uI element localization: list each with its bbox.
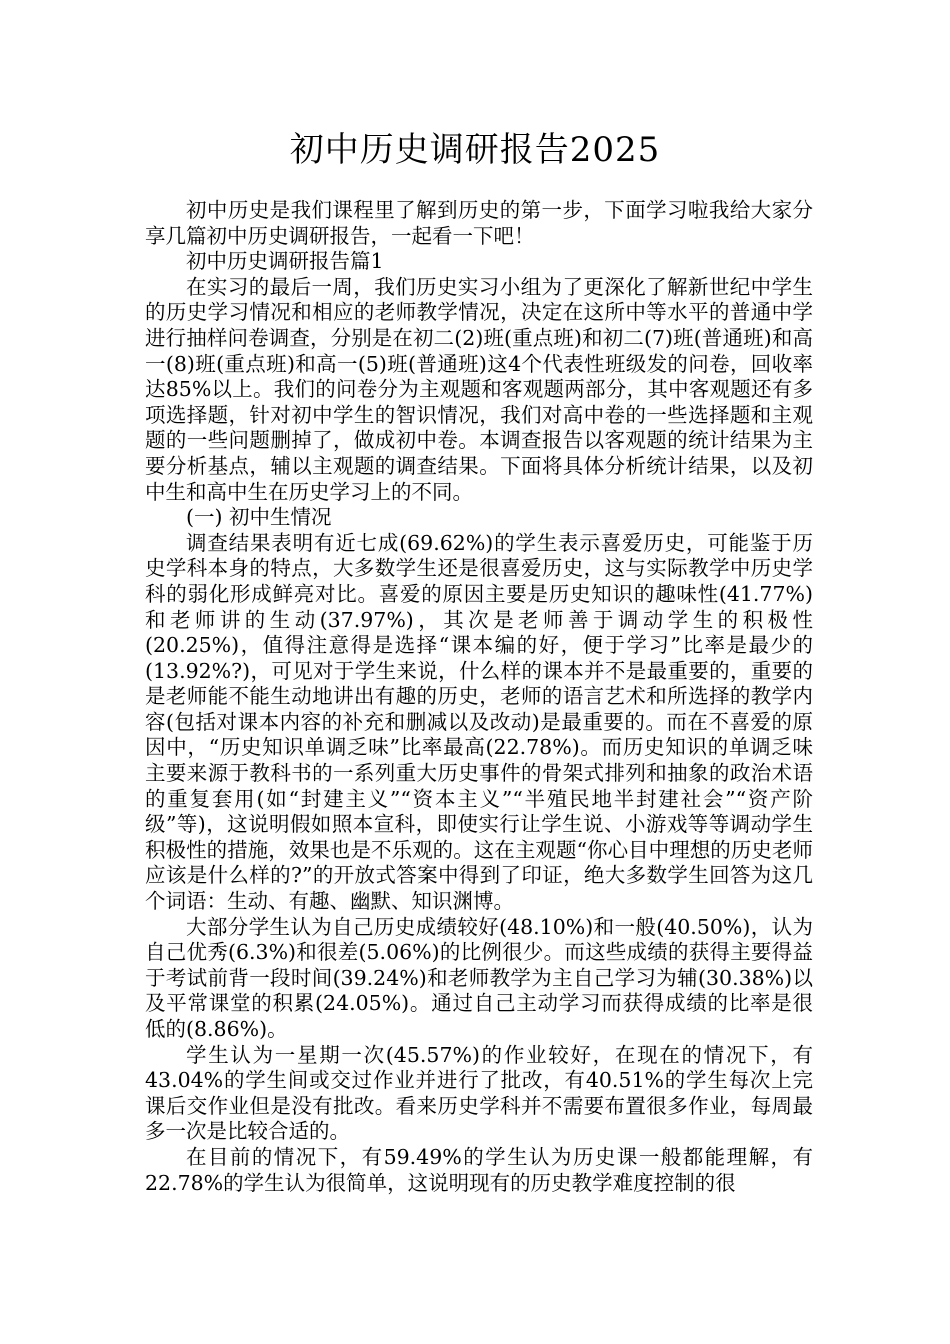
document-title: 初中历史调研报告2025 [289, 130, 661, 170]
paragraph-interest: 调查结果表明有近七成(69.62%)的学生表示喜爱历史，可能鉴于历史学科本身的特点，大多数学生还是很喜爱历史，这与实际教学中历史学科的弱化形成鲜亮对比。喜爱的原因主要是历史知识的趣味性(41.77%)和老师讲的生动(37.97%)，其次是老师善于调动学生的积极性(20.25%)，值得注意得是选择“课本编的好，便于学习”比率是最少的(13.92%?)，可见对于学生来说，什么样的课本并不是最重要的，重要的是老师能不能生动地讲出有趣的历史，老师的语言艺术和所选择的教学内容(包括对课本内容的补充和删减以及改动)是最重要的。而在不喜爱的原因中，“历史知识单调乏味”比率最高(22.78%)。而历史知识的单调乏味主要来源于教科书的一系列重大历史事件的骨架式排列和抽象的政治术语的重复套用(如“封建主义”“资本主义”“半殖民地半封建社会”“资产阶级”等)，这说明假如照本宣科，即使实行让学生说、小游戏等等调动学生积极性的措施，效果也是不乐观的。这在主观题“你心目中理想的历史老师应该是什么样的?”的开放式答案中得到了印证，绝大多数学生回答为这几个词语：生动、有趣、幽默、知识渊博。 [145, 530, 813, 914]
subsection-heading: (一) 初中生情况 [186, 505, 332, 530]
paragraph-grades: 大部分学生认为自己历史成绩较好(48.10%)和一般(40.50%)，认为自己优秀(6.3%)和很差(5.06%)的比例很少。而这些成绩的获得主要得益于考试前背一段时间(39.24%)和老师教学为主自己学习为辅(30.38%)以及平常课堂的积累(24.05%)。通过自己主动学习而获得成绩的比率是很低的(8.86%)。 [145, 914, 813, 1041]
paragraph-homework: 学生认为一星期一次(45.57%)的作业较好，在现在的情况下，有43.04%的学生间或交过作业并进行了批改，有40.51%的学生每次上完课后交作业但是没有批改。看来历史学科并不需要布置很多作业，每周最多一次是比较合适的。 [145, 1042, 813, 1144]
paragraph-background: 在实习的最后一周，我们历史实习小组为了更深化了解新世纪中学生的历史学习情况和相应的老师教学情况，决定在这所中等水平的普通中学进行抽样问卷调查，分别是在初二(2)班(重点班)和初二(7)班(普通班)和高一(8)班(重点班)和高一(5)班(普通班)这4个代表性班级发的问卷，回收率达85%以上。我们的问卷分为主观题和客观题两部分，其中客观题还有多项选择题，针对初中学生的智识情况，我们对高中卷的一些选择题和主观题的一些问题删掉了，做成初中卷。本调查报告以客观题的统计结果为主要分析基点，辅以主观题的调查结果。下面将具体分析统计结果，以及初中生和高中生在历史学习上的不同。 [145, 274, 813, 504]
document-body [145, 198, 813, 1196]
section-heading: 初中历史调研报告篇1 [186, 249, 384, 274]
paragraph-intro: 初中历史是我们课程里了解到历史的第一步，下面学习啦我给大家分享几篇初中历史调研报告，一起看一下吧！ [145, 198, 813, 248]
paragraph-difficulty: 在目前的情况下，有59.49%的学生认为历史课一般都能理解，有22.78%的学生认为很简单，这说明现有的历史教学难度控制的很 [145, 1144, 813, 1195]
